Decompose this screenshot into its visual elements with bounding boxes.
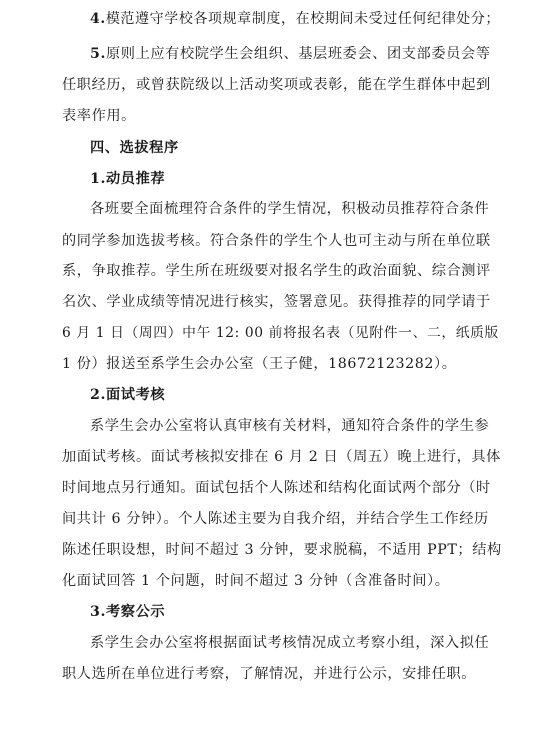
item-number: 5. [90, 46, 107, 62]
subsection-heading [90, 602, 502, 622]
paragraph-line: 加面试考核。面试考核拟安排在 6 月 2 日（周五）晚上进行，具体 [62, 449, 501, 465]
paragraph-line: 系，争取推荐。学生所在班级要对报名学生的政治面貌、综合测评 [62, 263, 491, 279]
item-number: 3. [90, 604, 107, 620]
paragraph-line: 的同学参加选拔考核。符合条件的学生个人也可主动与所在单位联 [62, 233, 491, 249]
paragraph-line: 各班要全面梳理符合条件的学生情况，积极动员推荐符合条件 [90, 201, 490, 217]
paragraph-line: 表率作用。 [62, 108, 136, 124]
paragraph-line: 1 份）报送至系学生会办公室（王子健，18672123282）。 [62, 356, 457, 372]
paragraph-line: 系学生会办公室将根据面试考核情况成立考察小组，深入拟任 [90, 635, 490, 651]
item-number: 2. [90, 387, 107, 403]
line-text: 模范遵守学校各项规章制度，在校期间未受过任何纪律处分； [105, 11, 501, 27]
heading-text: 面试考核 [106, 387, 166, 403]
paragraph-line: 6 月 1 日（周四）中午 12: 00 前将报名表（见附件一、二，纸质版 [62, 325, 499, 341]
paragraph-line: 职人选所在单位进行考察，了解情况，并进行公示，安排任职。 [62, 666, 477, 682]
subsection-heading [90, 169, 502, 189]
paragraph-line: 名次、学业成绩等情况进行核实，签署意见。获得推荐的同学请于 [62, 294, 491, 310]
line-text: 原则上应有校院学生会组织、基层班委会、团支部委员会等 [106, 46, 491, 62]
item-number: 1. [90, 171, 107, 187]
paragraph-line: 时间地点另行通知。面试包括个人陈述和结构化面试两个部分（时 [62, 480, 491, 496]
subsection-heading [90, 385, 502, 405]
heading-text: 动员推荐 [106, 171, 166, 187]
paragraph-line: 系学生会办公室将认真审核有关材料，通知符合条件的学生参 [90, 418, 490, 434]
paragraph-line: 化面试回答 1 个问题，时间不超过 3 分钟（含准备时间）。 [62, 573, 450, 589]
section-heading: 四、选拔程序 [90, 140, 179, 156]
heading-text: 考察公示 [106, 604, 166, 620]
item-number: 4. [90, 11, 106, 27]
criteria-item-4 [90, 9, 502, 29]
criteria-item-5 [90, 44, 502, 64]
paragraph-line: 间共计 6 分钟）。个人陈述主要为自我介绍，并结合学生工作经历 [62, 511, 489, 527]
paragraph-line: 陈述任职设想，时间不超过 3 分钟，要求脱稿，不适用 PPT；结构 [62, 542, 502, 558]
paragraph-line: 任职经历，或曾获院级以上活动奖项或表彰，能在学生群体中起到 [62, 77, 491, 93]
